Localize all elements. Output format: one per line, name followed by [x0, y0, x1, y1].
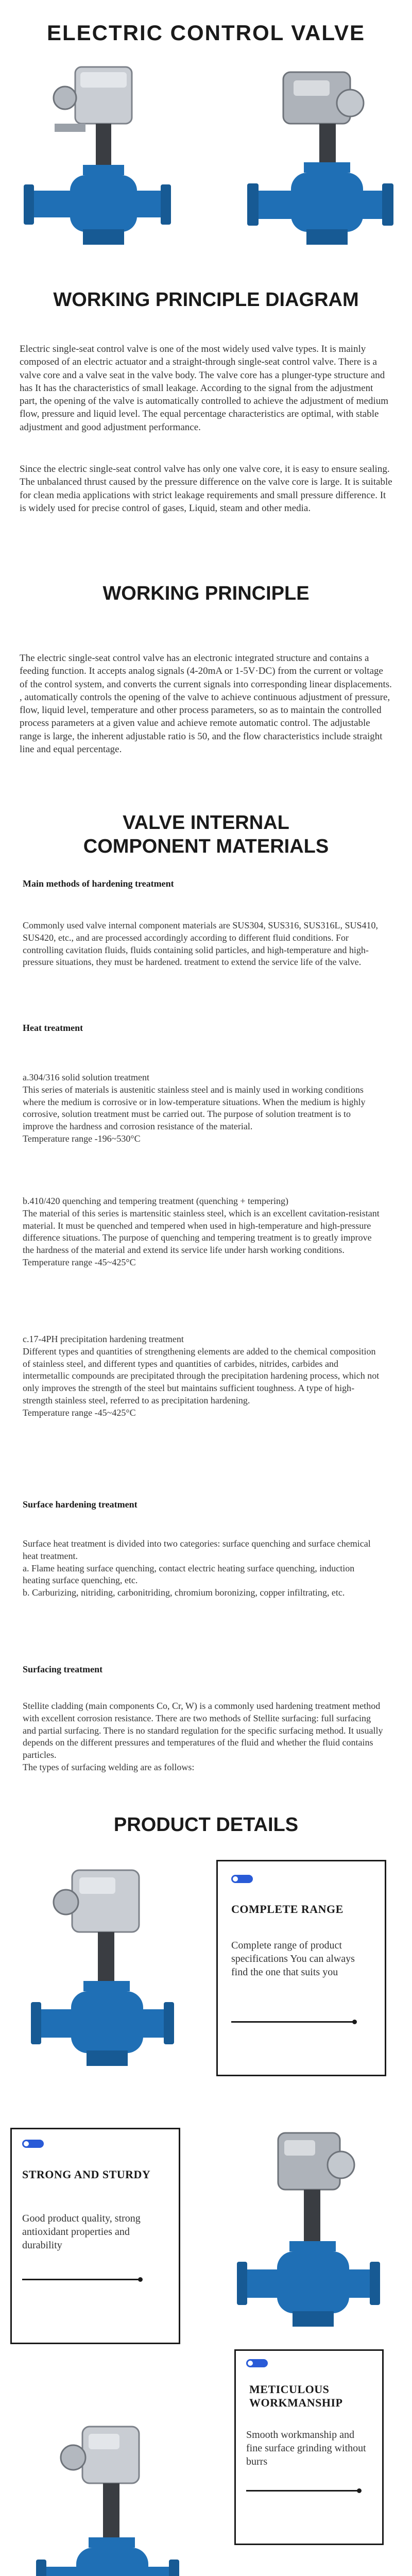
- electric-control-valve-image: [26, 1865, 180, 2076]
- feature-card-description: Smooth workmanship and fine surface grinding without burrs: [246, 2429, 366, 2467]
- heat-item-b-range: Temperature range -45~425°C: [23, 1257, 136, 1267]
- card-title-line-2: WORKMANSHIP: [249, 2396, 343, 2410]
- feature-card-strong-sturdy: [10, 2128, 180, 2344]
- surface-text-line: a. Flame heating surface quenching, contact electric heating surface quenching, induction heating surface quenching, etc.: [23, 1563, 355, 1586]
- paragraph-valve-sealing: Since the electric single-seat control valve has only one valve core, it is easy to ensure sealing. The unbalanced thrust caused by the pressure difference on the valve core is large. It is suitable for clean media applications with strict leakage requirements and small pressure difference. It is widely used for precise control of gases, Liquid, steam and other media.: [20, 464, 392, 514]
- feature-card-complete-range: [216, 1860, 386, 2076]
- feature-card-title: COMPLETE RANGE: [231, 1903, 344, 1916]
- feature-card-description: Complete range of product specifications You can always find the one that suits you: [231, 1940, 355, 1978]
- title-line-2: COMPONENT MATERIALS: [83, 835, 329, 857]
- subhead-surfacing-treatment: Surfacing treatment: [23, 1664, 103, 1674]
- paragraph-valve-description: Electric single-seat control valve is one of the most widely used valve types. It is mainly composed of an electric actuator and a straight-through single-seat control valve. There is a valve core and a valve seat in the valve body. The valve core has a plunger-type structure and has It has the characteristics of small leakage. According to the signal from the adjustment part, the opening of the valve is automatically controlled to achieve the adjustment of medium flow, pressure and liquid level. The equal percentage characteristics are optimal, with stable adjustment and good adjustment performance.: [20, 344, 388, 433]
- surfacing-text-line: The types of surfacing welding are as follows:: [23, 1761, 195, 1772]
- toggle-icon: [246, 2359, 268, 2367]
- heat-item-c-title: c.17-4PH precipitation hardening treatment: [23, 1334, 184, 1344]
- heat-item-c: [23, 1333, 383, 1419]
- subhead-heat-treatment: Heat treatment: [23, 1023, 83, 1033]
- section-title-internal-materials: [0, 811, 412, 858]
- section-title-working-principle: WORKING PRINCIPLE: [102, 583, 310, 604]
- heat-item-b-text: The material of this series is martensitic stainless steel, which is an excellent cavitation-resistant material. It must be quenched and tempered when used in high-temperature and high-pressure difference situations. The purpose of quenching and tempering treatment is to greatly improve the hardness of the material and extend its service life under harsh working conditions.: [23, 1208, 380, 1255]
- electric-control-valve-image: [242, 62, 397, 258]
- heat-item-a-title: a.304/316 solid solution treatment: [23, 1072, 149, 1082]
- electric-control-valve-image: [232, 2128, 386, 2339]
- card-divider: [22, 2279, 141, 2280]
- heat-item-a-range: Temperature range -196~530°C: [23, 1133, 141, 1144]
- toggle-icon: [22, 2140, 44, 2148]
- card-divider: [231, 2021, 355, 2023]
- feature-card-meticulous-workmanship: [234, 2349, 384, 2545]
- surfacing-text: [23, 1700, 383, 1774]
- surface-text-line: Surface heat treatment is divided into two categories: surface quenching and surface chemical heat treatment.: [23, 1538, 371, 1561]
- card-title-line-1: METICULOUS: [249, 2383, 330, 2396]
- subhead-surface-hardening: Surface hardening treatment: [23, 1499, 138, 1510]
- electric-control-valve-image: [19, 62, 173, 258]
- electric-control-valve-image: [31, 2421, 185, 2576]
- heat-item-b-title: b.410/420 quenching and tempering treatment (quenching + tempering): [23, 1196, 289, 1206]
- surface-hardening-text: [23, 1538, 383, 1599]
- heat-item-a-text: This series of materials is austenitic stainless steel and is mainly used in working conditions where the medium is corrosive or in low-temperature situations. When the medium is highly corrosive, solution treatment must be carried out. The purpose of solution treatment is to improve the hardness and corrosion resistance of the material.: [23, 1084, 366, 1131]
- section-title-working-principle-diagram: WORKING PRINCIPLE DIAGRAM: [53, 289, 359, 311]
- surface-text-line: b. Carburizing, nitriding, carbonitriding, chromium boronizing, copper infiltrating, etc.: [23, 1587, 345, 1598]
- heat-item-b: [23, 1195, 383, 1269]
- feature-card-description: Good product quality, strong antioxidant properties and durability: [22, 2213, 141, 2251]
- subhead-hardening-methods: Main methods of hardening treatment: [23, 878, 174, 889]
- card-divider: [246, 2490, 359, 2492]
- feature-card-title: [249, 2383, 343, 2410]
- feature-card-title: STRONG AND STURDY: [22, 2168, 151, 2181]
- heat-item-c-text: Different types and quantities of strengthening elements are added to the chemical composition of stainless steel, and different types and quantities of carbides, nitrides, carbides and intermetallic compounds are precipitated through the precipitation hardening process, which not only improves the strength of the steel but maintains sufficient toughness. A type of high-strength stainless steel, referred to as precipitation hardening.: [23, 1346, 380, 1405]
- page-title: ELECTRIC CONTROL VALVE: [46, 21, 365, 45]
- title-line-1: VALVE INTERNAL: [123, 812, 289, 834]
- heat-item-a: [23, 1072, 383, 1145]
- paragraph-working-principle: The electric single-seat control valve has an electronic integrated structure and contains a feeding function. It accepts analog signals (4-20mA or 1-5V·DC) from the current or voltage of the control system, and converts the current signals into corresponding linear displacements. , automatically controls the opening of the valve to achieve continuous adjustment of pressure, flow, liquid level, temperature and other process parameters, so as to maintain the controlled process parameters at a given value and achieve remote automatic control. The adjustable range is large, the inherent adjustable ratio is 50, and the flow characteristics include straight line and equal percentage.: [20, 653, 392, 755]
- surfacing-text-line: Stellite cladding (main components Co, Cr, W) is a commonly used hardening treatment method with excellent corrosion resistance. There are two methods of Stellite surfacing: full surfacing and partial surfacing. There is no standard regulation for the specific surfacing method. It usually depends on the different pressures and temperatures of the fluid and whether the fluid contains particles.: [23, 1701, 383, 1760]
- heat-item-c-range: Temperature range -45~425°C: [23, 1407, 136, 1418]
- section-title-product-details: PRODUCT DETAILS: [113, 1814, 299, 1836]
- toggle-icon: [231, 1875, 253, 1883]
- hardening-intro-text: Commonly used valve internal component materials are SUS304, SUS316, SUS316L, SUS410, SUS420, etc., and are processed accordingly according to different fluid conditions. For controlling cavitation fluids, fluids containing solid particles, and high-temperature and high-pressure situations, they must be hardened. treatment to extend the service life of the valve.: [23, 920, 378, 968]
